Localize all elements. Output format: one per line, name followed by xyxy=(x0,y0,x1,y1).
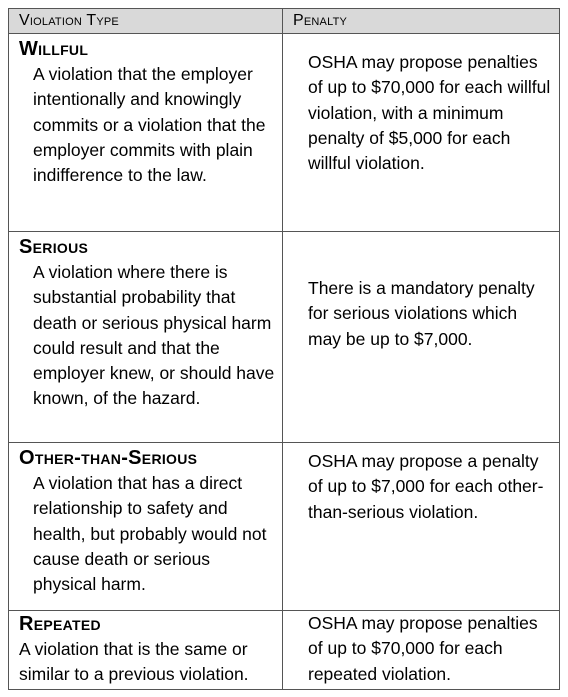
penalty-text: There is a mandatory penalty for serious violations which may be up to $7,000. xyxy=(308,278,535,349)
violation-cell xyxy=(9,232,283,443)
table-row-repeated xyxy=(9,611,560,690)
violation-description: A violation that is the same or similar to a previous violation. xyxy=(19,639,249,685)
header-penalty: Penalty xyxy=(283,9,560,34)
table-row-other-than-serious xyxy=(9,443,560,611)
violation-cell xyxy=(9,611,283,690)
violation-penalty-table xyxy=(8,8,560,690)
penalty-cell xyxy=(283,232,560,443)
violation-title: Other-than-Serious xyxy=(19,447,198,469)
violation-description: A violation that has a direct relationship to safety and health, but probably would not cause death or serious physical harm. xyxy=(33,473,267,595)
penalty-cell xyxy=(283,611,560,690)
violation-title: Repeated xyxy=(19,613,101,635)
violation-description: A violation where there is substantial probability that death or serious physical harm could result and that the employer knew, or should have known, of the hazard. xyxy=(33,262,275,409)
violation-title: Serious xyxy=(19,236,89,258)
violation-description: A violation that the employer intentionally and knowingly commits or a violation that the employer commits with plain indifference to the law. xyxy=(33,64,266,186)
penalty-text: OSHA may propose a penalty of up to $7,000 for each other-than-serious violation. xyxy=(308,451,544,522)
table-row-willful xyxy=(9,34,560,232)
violation-cell xyxy=(9,34,283,232)
violation-cell xyxy=(9,443,283,611)
table-row-serious xyxy=(9,232,560,443)
penalty-cell xyxy=(283,443,560,611)
penalty-cell xyxy=(283,34,560,232)
penalty-text: OSHA may propose penalties of up to $70,000 for each willful violation, with a minimum penalty of $5,000 for each willful violation. xyxy=(308,52,551,174)
header-violation-type: Violation Type xyxy=(9,9,283,34)
penalty-text: OSHA may propose penalties of up to $70,000 for each repeated violation. xyxy=(308,613,538,684)
violation-title: Willful xyxy=(19,38,89,60)
header-row xyxy=(9,9,560,34)
